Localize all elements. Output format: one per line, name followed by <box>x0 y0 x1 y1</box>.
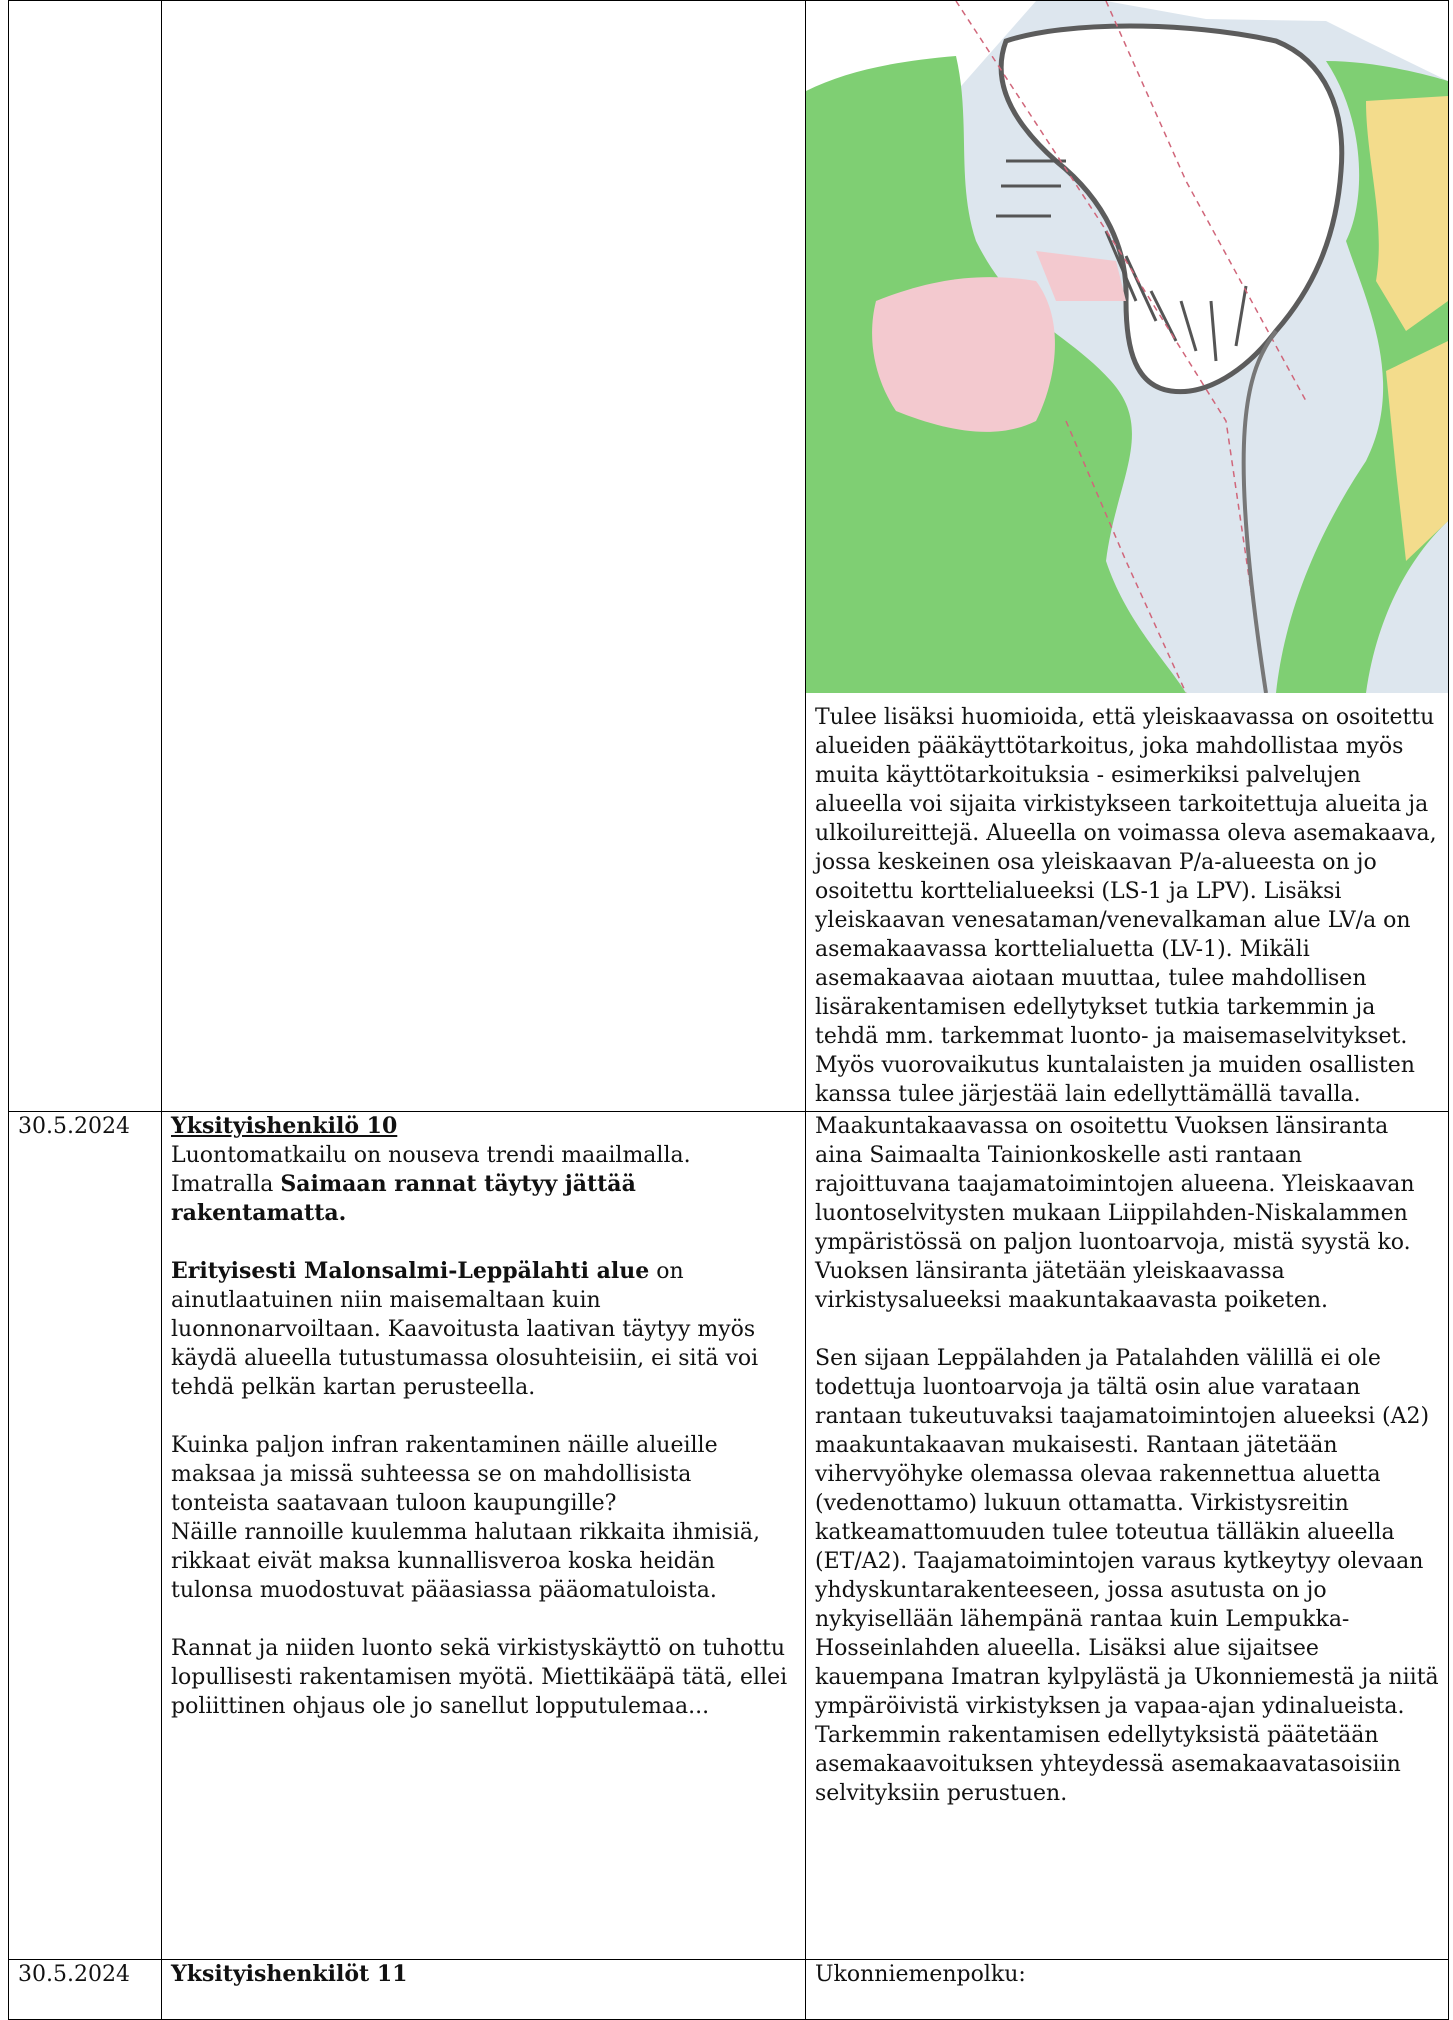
comment-paragraph <box>171 1141 796 1228</box>
comment-cell <box>162 1960 806 2020</box>
comment-paragraph: Näille rannoille kuulemma halutaan rikkaita ihmisiä, rikkaat eivät maksa kunnallisveroa koska heidän tulonsa muodostuvat pääasiassa pääomatuloista. <box>171 1520 760 1603</box>
response-cell <box>806 1960 1449 2020</box>
comment-emphasis: Saimaan rannat täytyy jättää rakentamatta. <box>171 1171 636 1226</box>
date-cell <box>9 1 162 1112</box>
comment-paragraph: Kuinka paljon infran rakentaminen näille alueille maksaa ja missä suhteessa se on mahdollisista tonteista saatavaan tuloon kaupungille? <box>171 1433 718 1516</box>
response-paragraph: Sen sijaan Leppälahden ja Patalahden välillä ei ole todettuja luontoarvoja ja tältä osin alue varataan rantaan tukeutuvaksi taajamatoimintojen alueeksi (A2) maakuntakaavan mukaisesti. Rantaan jätetään vihervyöhyke olemassa olevaa rakennettua aluetta (vedenottamo) lukuun ottamatta. Virkistysreitin katkeamattomuuden tulee toteutua tälläkin alueella (ET/A2). Taajamatoimintojen varaus kytkeytyy olevaan yhdyskuntarakenteeseen, jossa asutusta on jo nykyisellään lähempänä rantaa kuin Lempukka-Hosseinlahden alueella. Lisäksi alue sijaitsee kauempana Imatran kylpylästä ja Ukonniemestä ja niitä ympäröivistä virkistyksen ja vapaa-ajan ydinalueista. <box>815 1346 1439 1719</box>
table-row <box>9 1112 1449 1960</box>
response-cell <box>806 1 1449 1112</box>
response-paragraph: Ukonniemenpolku: <box>815 1962 1026 1987</box>
response-paragraph: Maakuntakaavassa on osoitettu Vuoksen länsiranta aina Saimaalta Tainionkoskelle asti rantaan rajoittuvana taajamatoimintojen alueena. Yleiskaavan luontoselvitysten mukaan Liippilahden-Niskalammen ympäristössä on paljon luontoarvoja, mistä syystä ko. Vuoksen länsiranta jätetään yleiskaavassa virkistysalueeksi maakuntakaavasta poiketen. <box>815 1114 1415 1313</box>
response-paragraph: Tarkemmin rakentamisen edellytyksistä päätetään asemakaavoituksen yhteydessä asemakaavatasoisiin selvityksiin perustuen. <box>815 1723 1401 1806</box>
comment-paragraph: Rannat ja niiden luonto sekä virkistyskäyttö on tuhottu lopullisesti rakentamisen myötä. Miettikääpä tätä, ellei poliittinen ohjaus ole jo sanellut lopputulemaa... <box>171 1636 788 1719</box>
date-cell: 30.5.2024 <box>9 1960 162 2020</box>
date-cell: 30.5.2024 <box>9 1112 162 1960</box>
comment-cell <box>162 1112 806 1960</box>
commenter-name: Yksityishenkilöt 11 <box>171 1961 408 1987</box>
commenter-name: Yksityishenkilö 10 <box>171 1113 398 1139</box>
comment-paragraph <box>171 1257 796 1402</box>
response-cell <box>806 1112 1449 1960</box>
feedback-table <box>8 0 1449 2020</box>
zoning-map-svg <box>806 1 1448 693</box>
table-row <box>9 1960 1449 2020</box>
comment-text: on ainutlaatuinen niin maisemaltaan kuin luonnonarvoiltaan. Kaavoitusta laativan täytyy myös käydä alueella tutustumassa olosuhteisiin, ei sitä voi tehdä pelkän kartan perusteella. <box>171 1259 759 1400</box>
zoning-map-image <box>806 1 1448 693</box>
comment-cell <box>162 1 806 1112</box>
table-row <box>9 1 1449 1112</box>
map-response-text: Tulee lisäksi huomioida, että yleiskaavassa on osoitettu alueiden pääkäyttötarkoitus, joka mahdollistaa myös muita käyttötarkoituksia - esimerkiksi palvelujen alueella voi sijaita virkistykseen tarkoitettuja alueita ja ulkoilureittejä. Alueella on voimassa oleva asemakaava, jossa keskeinen osa yleiskaavan P/a-alueesta on jo osoitettu korttelialueeksi (LS-1 ja LPV). Lisäksi yleiskaavan venesataman/venevalkaman alue LV/a on asemakaavassa korttelialuetta (LV-1). Mikäli asemakaavaa aiotaan muuttaa, tulee mahdollisen lisärakentamisen edellytykset tutkia tarkemmin ja tehdä mm. tarkemmat luonto- ja maisemaselvitykset. Myös vuorovaikutus kuntalaisten ja muiden osallisten kanssa tulee järjestää lain edellyttämällä tavalla. <box>815 705 1437 1107</box>
comment-emphasis: Erityisesti Malonsalmi-Leppälahti alue <box>171 1258 650 1284</box>
comment-text: Luontomatkailu on nouseva trendi maailmalla. Imatralla <box>171 1143 691 1197</box>
